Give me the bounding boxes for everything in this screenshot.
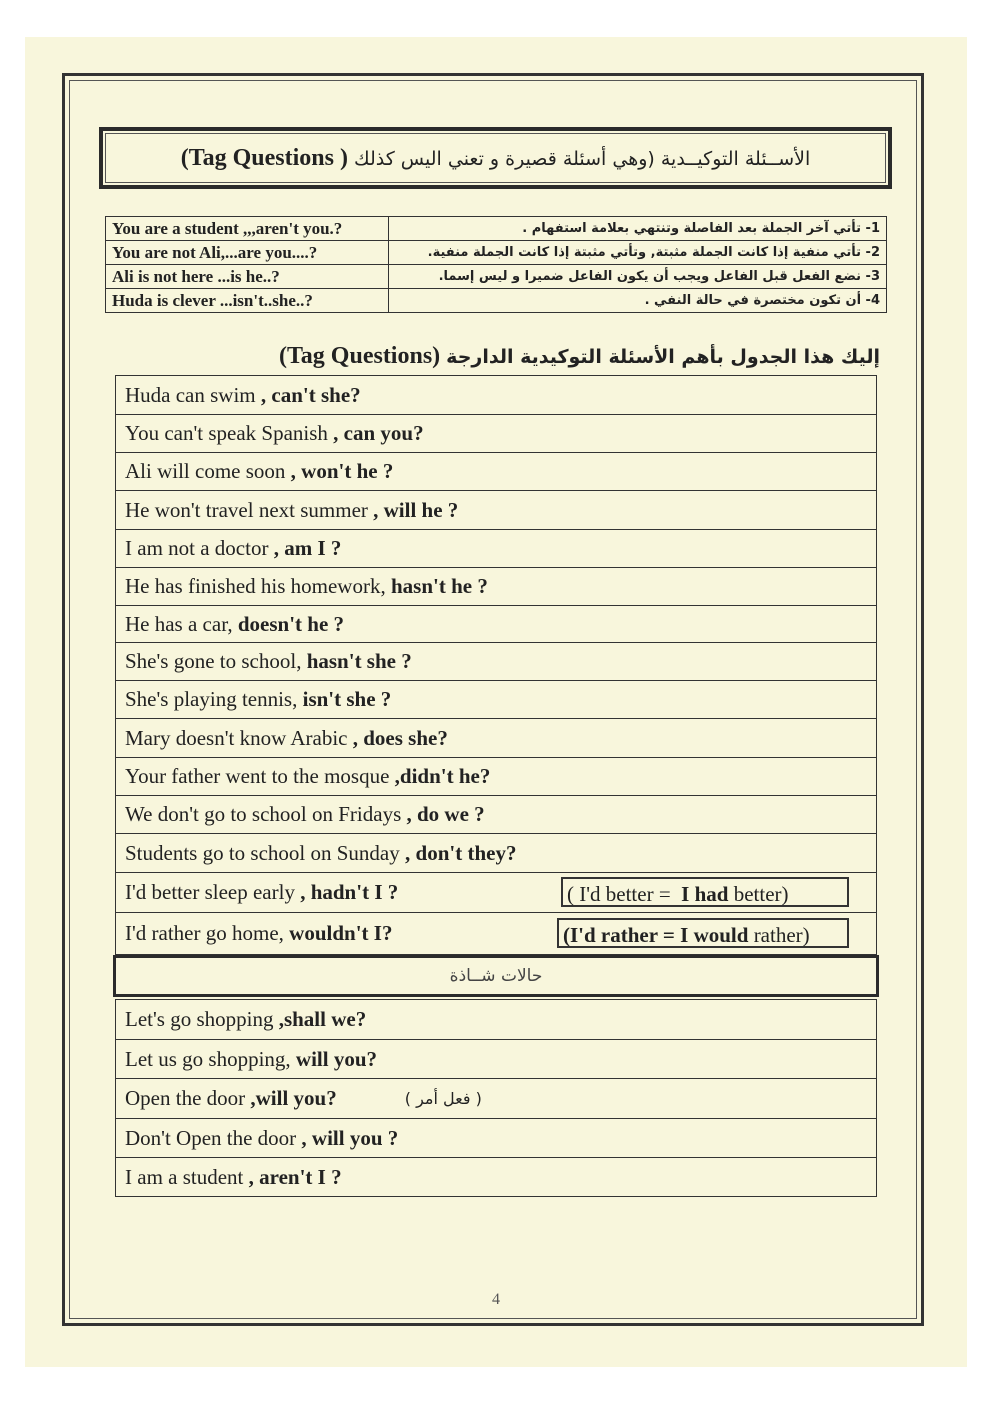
example-tag: ,shall we? xyxy=(278,1007,367,1031)
example-tag: ,didn't he? xyxy=(394,764,491,788)
rule-example: Ali is not here ...is he..? xyxy=(106,265,389,289)
example-tag: hasn't she ? xyxy=(306,649,412,673)
example-sentence: I am a student xyxy=(125,1164,244,1189)
example-tag: , hadn't I ? xyxy=(300,880,399,904)
example-sentence: Students go to school on Sunday xyxy=(125,840,400,865)
example-row xyxy=(116,415,876,453)
example-row xyxy=(116,796,876,834)
rule-text: 3- نضع الفعل قبل الفاعل ويجب أن يكون الفاعل ضميرا و ليس إسما. xyxy=(389,265,887,289)
example-row xyxy=(116,719,876,758)
special-row xyxy=(116,1079,876,1119)
example-tag: , won't he ? xyxy=(290,459,394,483)
special-cases-heading xyxy=(113,955,879,997)
example-row xyxy=(116,643,876,681)
example-sentence: Your father went to the mosque xyxy=(125,764,390,788)
example-sentence: He has a car, xyxy=(125,611,233,636)
note-part: better) xyxy=(733,882,789,906)
example-tag: , do we ? xyxy=(406,802,485,826)
intro-arabic: إليك هذا الجدول بأهم الأسئلة التوكيدية الدارجة xyxy=(446,346,880,368)
rule-example: You are a student ,,,aren't you.? xyxy=(106,217,389,241)
rules-table xyxy=(105,216,887,313)
example-tag: , can you? xyxy=(333,421,424,445)
rule-text: 4- أن تكون مختصرة في حالة النفي . xyxy=(389,289,887,313)
example-sentence: We don't go to school on Fridays xyxy=(125,802,402,826)
example-tag: wouldn't I? xyxy=(289,921,393,945)
example-sentence: He won't travel next summer xyxy=(125,497,368,522)
special-row xyxy=(116,1000,876,1040)
example-tag: will you? xyxy=(295,1046,378,1071)
page-title xyxy=(181,145,810,172)
equivalence-note xyxy=(557,918,849,948)
example-row xyxy=(116,376,876,415)
example-row-rather xyxy=(116,913,876,954)
note-part: rather) xyxy=(753,923,810,947)
rule-row xyxy=(106,289,887,313)
example-tag: ,will you? xyxy=(250,1086,337,1110)
example-tag: hasn't he ? xyxy=(390,574,488,598)
rule-text: 2- تأتي منفية إذا كانت الجملة مثبتة, وتأتي مثبتة إذا كانت الجملة منفية. xyxy=(389,241,887,265)
rule-row xyxy=(106,241,887,265)
example-row xyxy=(116,758,876,796)
example-tag: , am I ? xyxy=(273,536,342,560)
example-sentence: You can't speak Spanish xyxy=(125,421,328,445)
example-tag: , will he ? xyxy=(373,497,459,522)
special-row xyxy=(116,1158,876,1196)
intro-english: (Tag Questions) xyxy=(279,343,441,369)
example-tag: , aren't I ? xyxy=(248,1164,342,1189)
equivalence-note xyxy=(561,877,849,907)
note-part: ( I'd better = xyxy=(567,882,671,906)
imperative-note: ( فعل أمر ) xyxy=(404,1089,482,1108)
title-box xyxy=(99,127,892,189)
example-row xyxy=(116,568,876,606)
example-tag: isn't she ? xyxy=(302,687,392,711)
rule-row xyxy=(106,217,887,241)
example-sentence: Don't Open the door xyxy=(125,1125,297,1150)
note-part-bold: I had xyxy=(681,882,729,906)
special-row xyxy=(116,1040,876,1079)
example-sentence: She's gone to school, xyxy=(125,649,302,673)
rule-row xyxy=(106,265,887,289)
table-intro-heading xyxy=(250,343,880,370)
example-sentence: I'd rather go home, xyxy=(125,921,284,945)
example-tag: , will you ? xyxy=(301,1125,399,1150)
example-sentence: Let us go shopping, xyxy=(125,1046,291,1071)
note-part-bold: (I'd rather = I would xyxy=(563,923,749,947)
example-row xyxy=(116,491,876,530)
example-row xyxy=(116,530,876,568)
title-english: ( Tag Questions) xyxy=(180,144,348,171)
example-tag: , don't they? xyxy=(405,840,517,865)
example-row xyxy=(116,681,876,719)
special-cases-table xyxy=(115,999,877,1197)
example-sentence: She's playing tennis, xyxy=(125,687,298,711)
example-sentence: Ali will come soon xyxy=(125,459,286,483)
rule-example: You are not Ali,...are you....? xyxy=(106,241,389,265)
example-tag: doesn't he ? xyxy=(237,611,345,636)
example-row xyxy=(116,834,876,873)
example-sentence: Huda can swim xyxy=(125,382,256,407)
title-arabic: الأســئلة التوكيــدية (وهي أسئلة قصيرة و تعني اليس كذلك xyxy=(353,147,811,170)
rule-text: 1- تأتي آخر الجملة بعد الفاصلة وتنتهي بعلامة استفهام . xyxy=(389,217,887,241)
example-tag: , can't she? xyxy=(260,382,361,407)
example-sentence: Open the door xyxy=(125,1086,246,1110)
examples-table xyxy=(115,375,877,955)
special-cases-label: حالات شــاذة xyxy=(449,966,543,986)
example-sentence: I'd better sleep early xyxy=(125,880,295,904)
page-number: 4 xyxy=(492,1291,500,1308)
example-row-better xyxy=(116,873,876,913)
example-row xyxy=(116,606,876,643)
example-sentence: He has finished his homework, xyxy=(125,574,386,598)
example-row xyxy=(116,453,876,491)
example-sentence: I am not a doctor xyxy=(125,536,269,560)
special-row xyxy=(116,1119,876,1158)
example-sentence: Mary doesn't know Arabic xyxy=(125,725,348,750)
rule-example: Huda is clever ...isn't..she..? xyxy=(106,289,389,313)
example-tag: , does she? xyxy=(352,725,448,750)
example-sentence: Let's go shopping xyxy=(125,1007,274,1031)
